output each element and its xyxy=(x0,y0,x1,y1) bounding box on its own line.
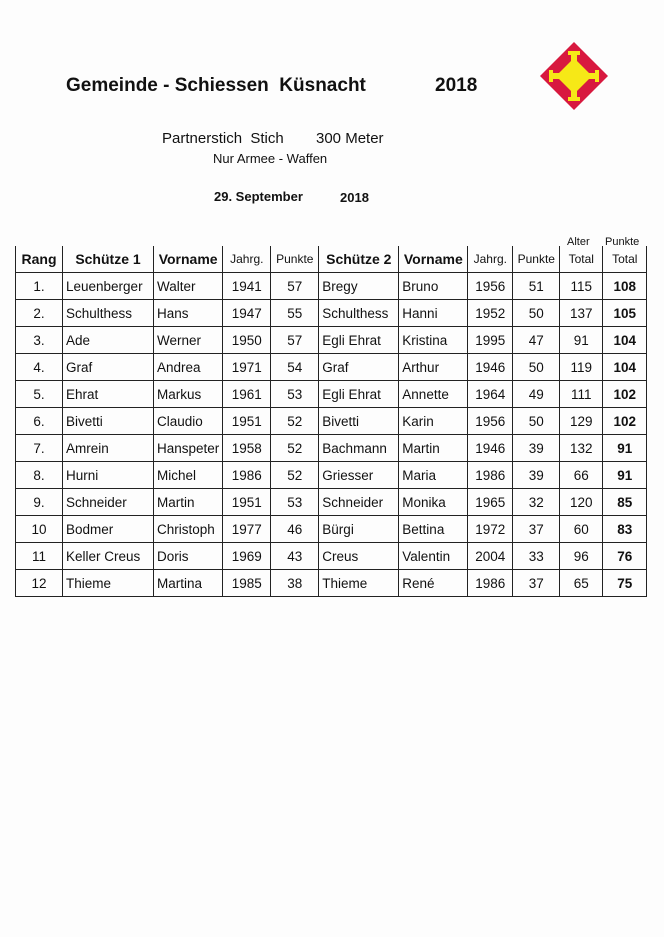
table-cell: 7. xyxy=(16,435,63,462)
page-title: Gemeinde - Schiessen Küsnacht xyxy=(66,75,366,96)
table-cell: 120 xyxy=(560,489,603,516)
column-header: Schütze 2 xyxy=(319,246,399,273)
table-cell: 37 xyxy=(513,516,560,543)
table-cell: 91 xyxy=(603,435,647,462)
table-cell: Creus xyxy=(319,543,399,570)
table-cell: 50 xyxy=(513,354,560,381)
column-header: Punkte xyxy=(271,246,319,273)
table-cell: 1969 xyxy=(223,543,271,570)
table-cell: Hans xyxy=(154,300,223,327)
table-cell: Bivetti xyxy=(319,408,399,435)
table-cell: Bachmann xyxy=(319,435,399,462)
table-cell: 1956 xyxy=(468,408,513,435)
table-cell: Graf xyxy=(319,354,399,381)
table-cell: 1946 xyxy=(468,354,513,381)
table-cell: Doris xyxy=(154,543,223,570)
table-cell: 53 xyxy=(271,489,319,516)
table-cell: 11 xyxy=(16,543,63,570)
table-cell: 10 xyxy=(16,516,63,543)
table-cell: 85 xyxy=(603,489,647,516)
table-cell: 1956 xyxy=(468,273,513,300)
column-header: Rang xyxy=(16,246,63,273)
column-header: Jahrg. xyxy=(468,246,513,273)
table-row xyxy=(16,381,647,408)
table-cell: 105 xyxy=(603,300,647,327)
table-cell: 102 xyxy=(603,408,647,435)
table-row xyxy=(16,435,647,462)
table-cell: 1951 xyxy=(223,489,271,516)
table-cell: Karin xyxy=(399,408,468,435)
column-header: Vorname xyxy=(399,246,468,273)
table-cell: 32 xyxy=(513,489,560,516)
table-row xyxy=(16,489,647,516)
table-cell: Annette xyxy=(399,381,468,408)
table-cell: Christoph xyxy=(154,516,223,543)
column-header: Total xyxy=(603,246,647,273)
subtitle-weapons: Nur Armee - Waffen xyxy=(213,151,328,166)
table-header xyxy=(16,246,647,273)
table-cell: 43 xyxy=(271,543,319,570)
table-cell: 1971 xyxy=(223,354,271,381)
table-cell: 1986 xyxy=(468,570,513,597)
table-cell: 38 xyxy=(271,570,319,597)
table-cell: Schulthess xyxy=(319,300,399,327)
table-cell: Maria xyxy=(399,462,468,489)
table-cell: 108 xyxy=(603,273,647,300)
table-cell: 104 xyxy=(603,354,647,381)
event-date: 29. September xyxy=(214,189,303,204)
table-cell: 132 xyxy=(560,435,603,462)
table-cell: Bürgi xyxy=(319,516,399,543)
table-cell: 1961 xyxy=(223,381,271,408)
table-cell: Amrein xyxy=(63,435,154,462)
table-cell: 137 xyxy=(560,300,603,327)
table-cell: 1977 xyxy=(223,516,271,543)
table-cell: Ade xyxy=(63,327,154,354)
table-cell: 52 xyxy=(271,462,319,489)
table-cell: 51 xyxy=(513,273,560,300)
table-cell: 1941 xyxy=(223,273,271,300)
table-row xyxy=(16,273,647,300)
table-cell: Bruno xyxy=(399,273,468,300)
table-cell: Schulthess xyxy=(63,300,154,327)
table-cell: 8. xyxy=(16,462,63,489)
table-cell: Markus xyxy=(154,381,223,408)
table-cell: 104 xyxy=(603,327,647,354)
table-cell: 5. xyxy=(16,381,63,408)
table-cell: Hanni xyxy=(399,300,468,327)
table-cell: Bregy xyxy=(319,273,399,300)
table-cell: Graf xyxy=(63,354,154,381)
column-header: Punkte xyxy=(513,246,560,273)
table-cell: Bettina xyxy=(399,516,468,543)
table-cell: Schneider xyxy=(63,489,154,516)
table-cell: Thieme xyxy=(63,570,154,597)
table-cell: 1985 xyxy=(223,570,271,597)
table-cell: Egli Ehrat xyxy=(319,327,399,354)
table-row xyxy=(16,327,647,354)
table-cell: Kristina xyxy=(399,327,468,354)
table-cell: Martin xyxy=(399,435,468,462)
table-cell: 49 xyxy=(513,381,560,408)
table-cell: 1946 xyxy=(468,435,513,462)
table-cell: 1965 xyxy=(468,489,513,516)
table-cell: 1947 xyxy=(223,300,271,327)
table-cell: 47 xyxy=(513,327,560,354)
table-cell: 2004 xyxy=(468,543,513,570)
table-cell: Walter xyxy=(154,273,223,300)
table-cell: 129 xyxy=(560,408,603,435)
table-cell: Griesser xyxy=(319,462,399,489)
table-cell: 1952 xyxy=(468,300,513,327)
table-cell: 53 xyxy=(271,381,319,408)
table-cell: 75 xyxy=(603,570,647,597)
table-cell: Hanspeter xyxy=(154,435,223,462)
column-header: Vorname xyxy=(154,246,223,273)
table-cell: 1951 xyxy=(223,408,271,435)
table-cell: 102 xyxy=(603,381,647,408)
title-year: 2018 xyxy=(435,75,478,96)
column-header: Total xyxy=(560,246,603,273)
table-cell: 12 xyxy=(16,570,63,597)
table-cell: Schneider xyxy=(319,489,399,516)
subtitle-distance: 300 Meter xyxy=(316,130,384,147)
table-cell: Martina xyxy=(154,570,223,597)
table-cell: 52 xyxy=(271,408,319,435)
table-cell: Thieme xyxy=(319,570,399,597)
table-cell: 1964 xyxy=(468,381,513,408)
table-cell: 111 xyxy=(560,381,603,408)
event-date-year: 2018 xyxy=(340,190,369,205)
table-cell: 9. xyxy=(16,489,63,516)
column-header: Jahrg. xyxy=(223,246,271,273)
table-cell: 37 xyxy=(513,570,560,597)
results-table xyxy=(15,246,647,597)
table-cell: 3. xyxy=(16,327,63,354)
table-cell: 50 xyxy=(513,300,560,327)
table-cell: René xyxy=(399,570,468,597)
table-cell: Andrea xyxy=(154,354,223,381)
table-cell: Keller Creus xyxy=(63,543,154,570)
alter-label: Alter xyxy=(567,236,590,248)
table-cell: Ehrat xyxy=(63,381,154,408)
table-cell: 50 xyxy=(513,408,560,435)
table-row xyxy=(16,354,647,381)
table-cell: Egli Ehrat xyxy=(319,381,399,408)
table-cell: 2. xyxy=(16,300,63,327)
table-cell: 33 xyxy=(513,543,560,570)
table-cell: Valentin xyxy=(399,543,468,570)
table-row xyxy=(16,543,647,570)
table-cell: Bivetti xyxy=(63,408,154,435)
subtitle-stich: Partnerstich Stich xyxy=(162,130,284,147)
table-cell: Monika xyxy=(399,489,468,516)
table-row xyxy=(16,462,647,489)
table-cell: 55 xyxy=(271,300,319,327)
table-row xyxy=(16,516,647,543)
table-cell: 96 xyxy=(560,543,603,570)
table-cell: Bodmer xyxy=(63,516,154,543)
table-cell: 52 xyxy=(271,435,319,462)
table-cell: 115 xyxy=(560,273,603,300)
table-row xyxy=(16,408,647,435)
table-cell: Werner xyxy=(154,327,223,354)
table-row xyxy=(16,300,647,327)
table-row xyxy=(16,570,647,597)
table-cell: 6. xyxy=(16,408,63,435)
table-cell: 65 xyxy=(560,570,603,597)
table-cell: 39 xyxy=(513,435,560,462)
table-cell: 39 xyxy=(513,462,560,489)
table-cell: 76 xyxy=(603,543,647,570)
coat-of-arms-logo xyxy=(540,42,608,110)
table-cell: 1958 xyxy=(223,435,271,462)
table-cell: Arthur xyxy=(399,354,468,381)
table-cell: 83 xyxy=(603,516,647,543)
table-cell: 57 xyxy=(271,273,319,300)
table-cell: 91 xyxy=(560,327,603,354)
table-cell: 60 xyxy=(560,516,603,543)
table-cell: 1950 xyxy=(223,327,271,354)
table-cell: Hurni xyxy=(63,462,154,489)
table-cell: 1. xyxy=(16,273,63,300)
table-cell: 57 xyxy=(271,327,319,354)
table-cell: 66 xyxy=(560,462,603,489)
column-header: Schütze 1 xyxy=(63,246,154,273)
table-cell: Leuenberger xyxy=(63,273,154,300)
table-cell: Michel xyxy=(154,462,223,489)
table-cell: Claudio xyxy=(154,408,223,435)
table-cell: 1986 xyxy=(468,462,513,489)
table-cell: 54 xyxy=(271,354,319,381)
table-cell: 119 xyxy=(560,354,603,381)
table-cell: 1972 xyxy=(468,516,513,543)
table-cell: 1995 xyxy=(468,327,513,354)
punkte-label: Punkte xyxy=(605,236,640,248)
table-cell: 4. xyxy=(16,354,63,381)
table-cell: 46 xyxy=(271,516,319,543)
table-cell: 1986 xyxy=(223,462,271,489)
table-cell: 91 xyxy=(603,462,647,489)
table-cell: Martin xyxy=(154,489,223,516)
